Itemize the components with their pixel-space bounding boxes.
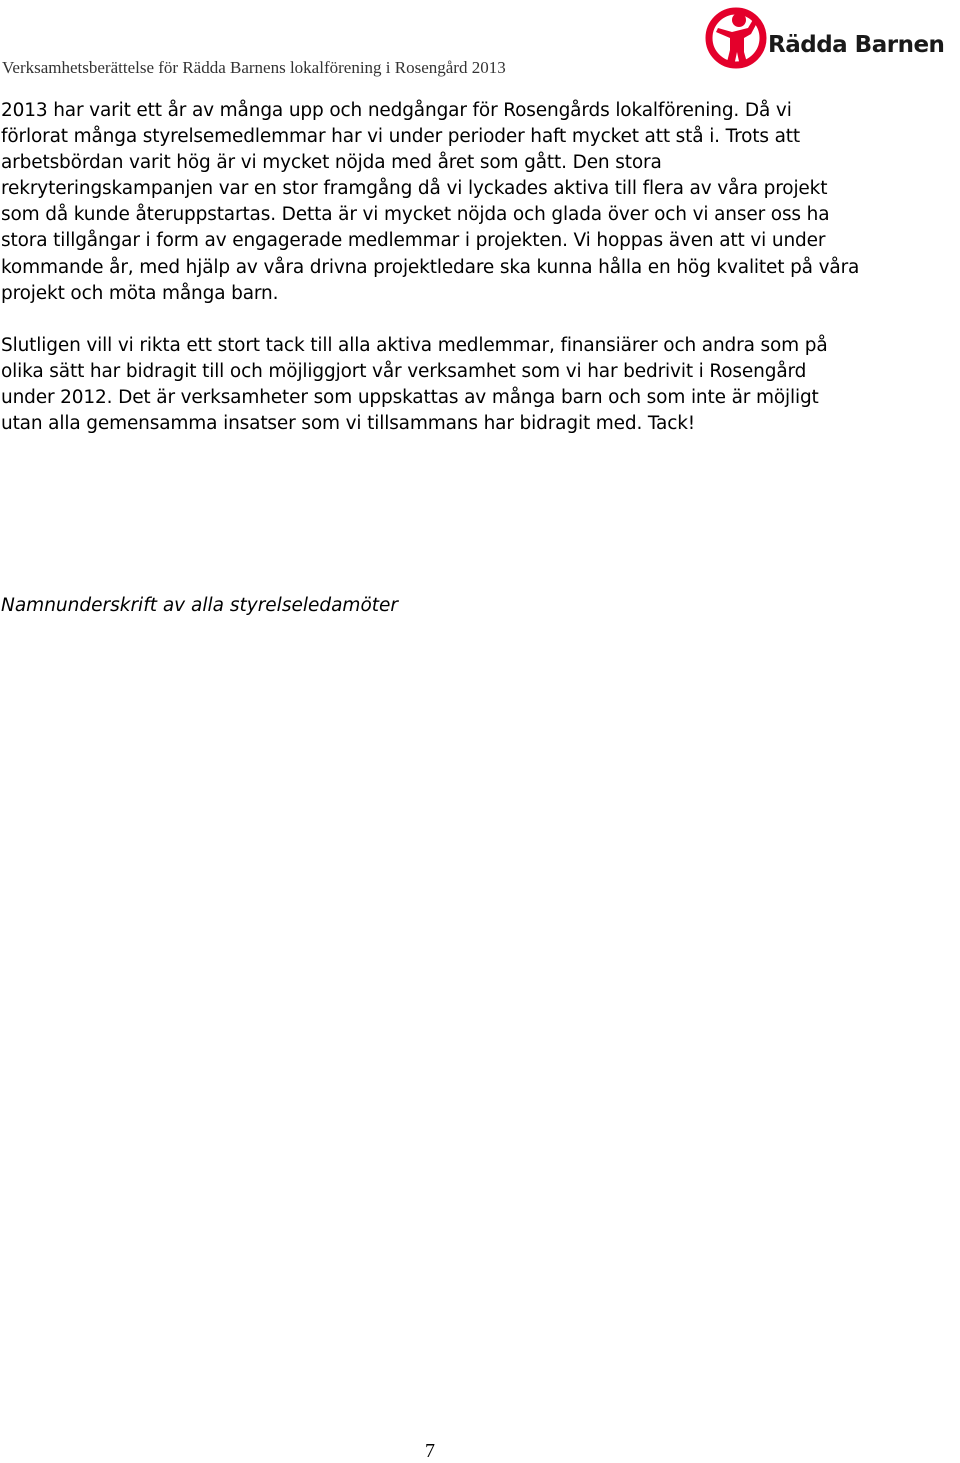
rb-logo bbox=[704, 6, 956, 70]
body-paragraph: 2013 har varit ett år av många upp och nedgångar för Rosengårds lokalförening. Då vi förlorat många styrelsemedlemmar har vi under perioder haft mycket att stå i. Trots att arbetsbördan varit hög är vi mycket nöjda med året som gått. Den stora rekryteringskampanjen var en stor framgång då vi lyckades aktiva till flera av våra projekt som då kunde återuppstartas. Detta är vi mycket nöjda och glada över och vi anser oss ha stora tillgångar i form av engagerade medlemmar i projekten. Vi hoppas även att vi under kommande år, med hjälp av våra drivna projektledare ska kunna hålla en hög kvalitet på våra projekt och möta många barn. bbox=[1, 100, 860, 304]
child-figure-logo-icon bbox=[704, 6, 768, 70]
document-title: Verksamhetsberättelse för Rädda Barnens lokalförening i Rosengård 2013 bbox=[2, 58, 506, 77]
page-header bbox=[0, 0, 960, 90]
page-number: 7 bbox=[425, 1440, 435, 1462]
logo-wordmark: Rädda Barnen bbox=[768, 32, 945, 58]
signature-label: Namnunderskrift av alla styrelseledamöter bbox=[1, 595, 399, 616]
body-paragraph: Slutligen vill vi rikta ett stort tack till alla aktiva medlemmar, finansiärer och andra som på olika sätt har bidragit till och möjliggjort vår verksamhet som vi har bedrivit i Rosengård under 2012. Det är verksamheter som uppskattas av många barn och som inte är möjligt utan alla gemensamma insatser som vi tillsammans har bidragit med. Tack! bbox=[1, 334, 828, 435]
document-body bbox=[1, 98, 861, 463]
